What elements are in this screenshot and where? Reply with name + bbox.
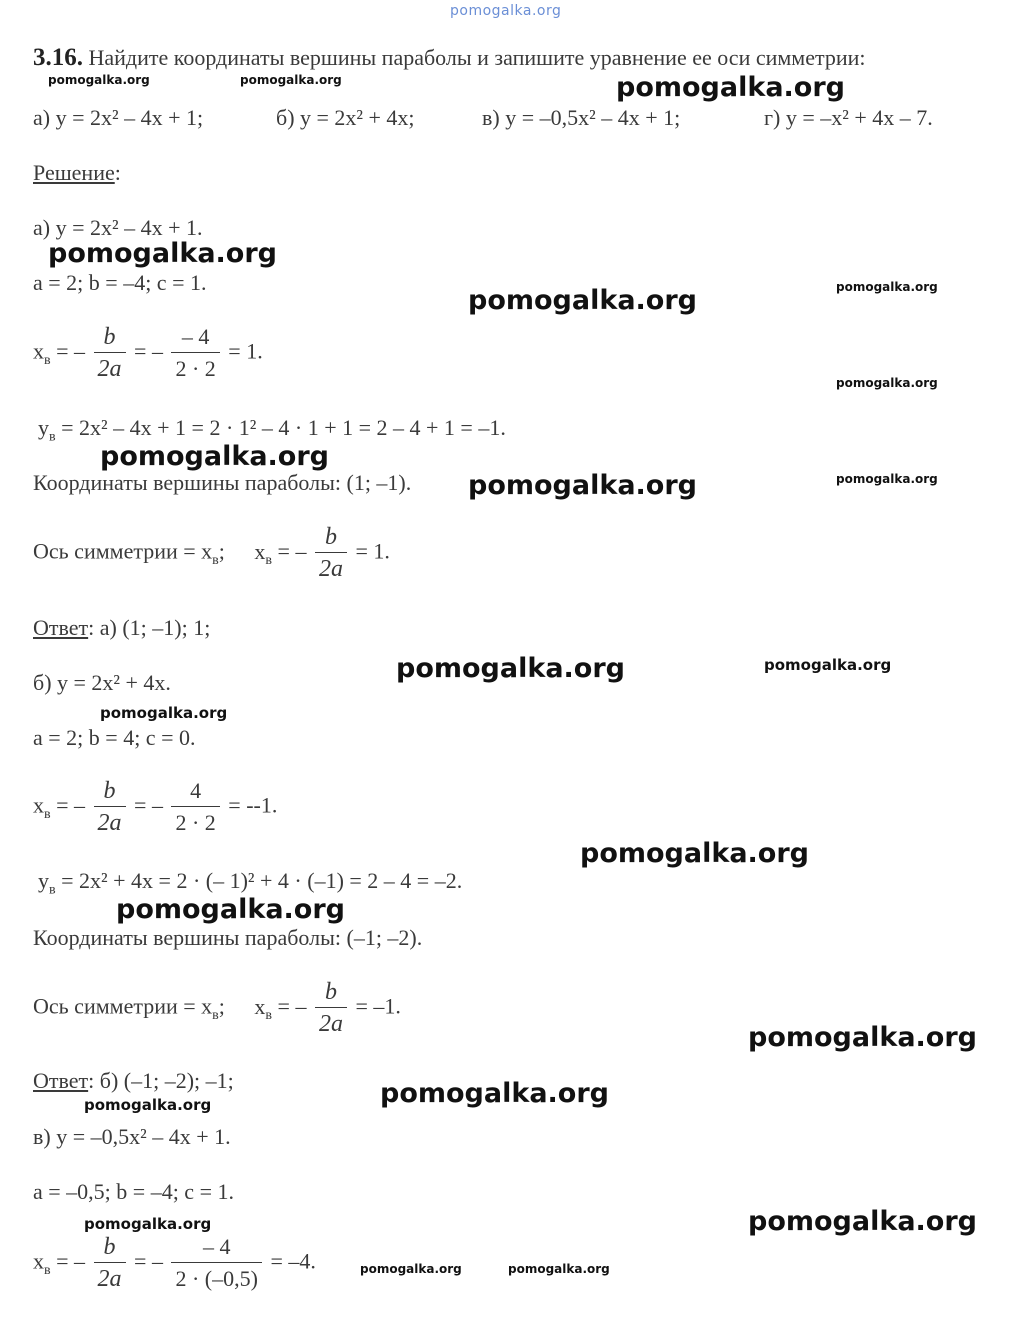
watermark: pomogalka.org [84,1096,212,1114]
watermark: pomogalka.org [748,1206,977,1237]
part-a-equation: а) y = 2x² – 4x + 1. [33,215,203,240]
yv-expression: = 2x² + 4x = 2 · (– 1)² + 4 · (–1) = 2 – 4 = –2. [55,868,463,893]
watermark: pomogalka.org [468,470,697,501]
fraction-denominator: 2a [94,352,126,385]
watermark: pomogalka.org [468,285,697,316]
xv-symbol: x [33,792,44,818]
part-b-axis [33,977,401,1040]
watermark: pomogalka.org [84,1215,212,1233]
axis-result: = –1. [355,993,401,1019]
solution-heading-label: Решение [33,160,115,185]
xv-subscript: в [44,352,51,368]
watermark: pomogalka.org [580,838,809,869]
axis-result: = 1. [355,538,390,564]
part-a-xv-formula [33,322,263,385]
fraction-denominator: 2a [315,552,347,585]
solution-heading-colon: : [114,160,121,185]
part-a-coefficients: a = 2; b = –4; c = 1. [33,270,207,295]
problem-item-d: г) y = –x² + 4x – 7. [764,105,933,130]
problem-number: 3.16. [33,44,83,71]
xv-eq1: = – [56,1248,86,1274]
part-a-answer [33,615,210,641]
fraction-denominator: 2 · 2 [171,806,219,839]
fraction-b-over-2a [94,322,126,385]
fraction-denominator: 2 · (–0,5) [171,1262,261,1295]
part-c-equation: в) y = –0,5x² – 4x + 1. [33,1124,231,1149]
axis-label: Ось симметрии = x [33,538,213,564]
part-a-vertex: Координаты вершины параболы: (1; –1). [33,470,412,495]
fraction-denominator: 2a [94,1262,126,1295]
watermark: pomogalka.org [100,441,329,472]
watermark: pomogalka.org [764,656,892,674]
xv-result: = --1. [228,792,278,818]
axis-x-subscript: в [265,1007,273,1023]
fraction-b-over-2a [94,1232,126,1295]
xv-symbol: x [33,1248,44,1274]
fraction-values [171,776,219,839]
xv-subscript: в [44,806,51,822]
xv-result: = –4. [270,1248,316,1274]
watermark: pomogalka.org [748,1022,977,1053]
watermark: pomogalka.org [48,238,277,269]
watermark: pomogalka.org [240,73,342,87]
yv-symbol: y [38,415,49,440]
part-b-vertex: Координаты вершины параболы: (–1; –2). [33,925,423,950]
part-b-xv-formula [33,776,277,839]
answer-text: : б) (–1; –2); –1; [88,1068,234,1093]
xv-eq1: = – [56,338,86,364]
watermark: pomogalka.org [616,72,845,103]
watermark: pomogalka.org [836,376,938,390]
fraction-b-over-2a [315,977,347,1040]
fraction-numerator: – 4 [202,1234,231,1259]
part-a-axis [33,522,390,585]
fraction-values [171,1232,261,1295]
axis-x-symbol: x [254,538,266,564]
xv-subscript: в [44,1262,51,1278]
axis-eq: = – [277,538,307,564]
watermark: pomogalka.org [116,894,345,925]
watermark: pomogalka.org [396,653,625,684]
part-b-equation: б) y = 2x² + 4x. [33,670,171,695]
problem-item-b: б) y = 2x² + 4x; [276,105,415,130]
part-b-answer [33,1068,234,1094]
axis-subscript: в [212,552,219,568]
header-watermark: pomogalka.org [450,3,562,19]
xv-eq2: = – [134,1248,163,1274]
fraction-denominator: 2a [94,806,126,839]
answer-text: : а) (1; –1); 1; [88,615,211,640]
fraction-numerator: 4 [190,778,202,803]
axis-separator: ; [218,993,225,1019]
fraction-numerator: b [103,324,116,350]
fraction-numerator: b [324,979,337,1005]
watermark: pomogalka.org [380,1078,609,1109]
problem-item-a: а) y = 2x² – 4x + 1; [33,105,204,130]
part-c-coefficients: a = –0,5; b = –4; c = 1. [33,1179,234,1204]
yv-expression: = 2x² – 4x + 1 = 2 · 1² – 4 · 1 + 1 = 2 – 4 + 1 = –1. [55,415,506,440]
xv-symbol: x [33,338,44,364]
fraction-b-over-2a [315,522,347,585]
yv-symbol: y [38,868,49,893]
axis-label: Ось симметрии = x [33,993,213,1019]
fraction-denominator: 2 · 2 [171,352,219,385]
yv-subscript: в [49,429,56,445]
xv-eq2: = – [134,338,163,364]
watermark: pomogalka.org [360,1262,462,1276]
fraction-numerator: b [324,524,337,550]
answer-label: Ответ [33,615,89,640]
fraction-numerator: b [103,1234,116,1260]
xv-eq1: = – [56,792,86,818]
axis-subscript: в [212,1007,219,1023]
xv-result: = 1. [228,338,263,364]
fraction-b-over-2a [94,776,126,839]
part-c-xv-formula [33,1232,316,1295]
fraction-values [171,322,219,385]
solution-heading [33,160,121,186]
axis-separator: ; [218,538,225,564]
fraction-numerator: b [103,778,116,804]
fraction-numerator: – 4 [181,324,210,349]
watermark: pomogalka.org [836,472,938,486]
xv-eq2: = – [134,792,163,818]
watermark: pomogalka.org [48,73,150,87]
answer-label: Ответ [33,1068,89,1093]
watermark: pomogalka.org [836,280,938,294]
axis-eq: = – [277,993,307,1019]
problem-text: Найдите координаты вершины параболы и запишите уравнение ее оси симметрии: [88,45,866,70]
problem-item-c: в) y = –0,5x² – 4x + 1; [482,105,681,130]
axis-x-symbol: x [254,993,266,1019]
part-b-coefficients: a = 2; b = 4; c = 0. [33,725,196,750]
watermark: pomogalka.org [508,1262,610,1276]
problem-statement [33,44,866,72]
axis-x-subscript: в [265,552,273,568]
fraction-denominator: 2a [315,1007,347,1040]
yv-subscript: в [49,882,56,898]
watermark: pomogalka.org [100,704,228,722]
